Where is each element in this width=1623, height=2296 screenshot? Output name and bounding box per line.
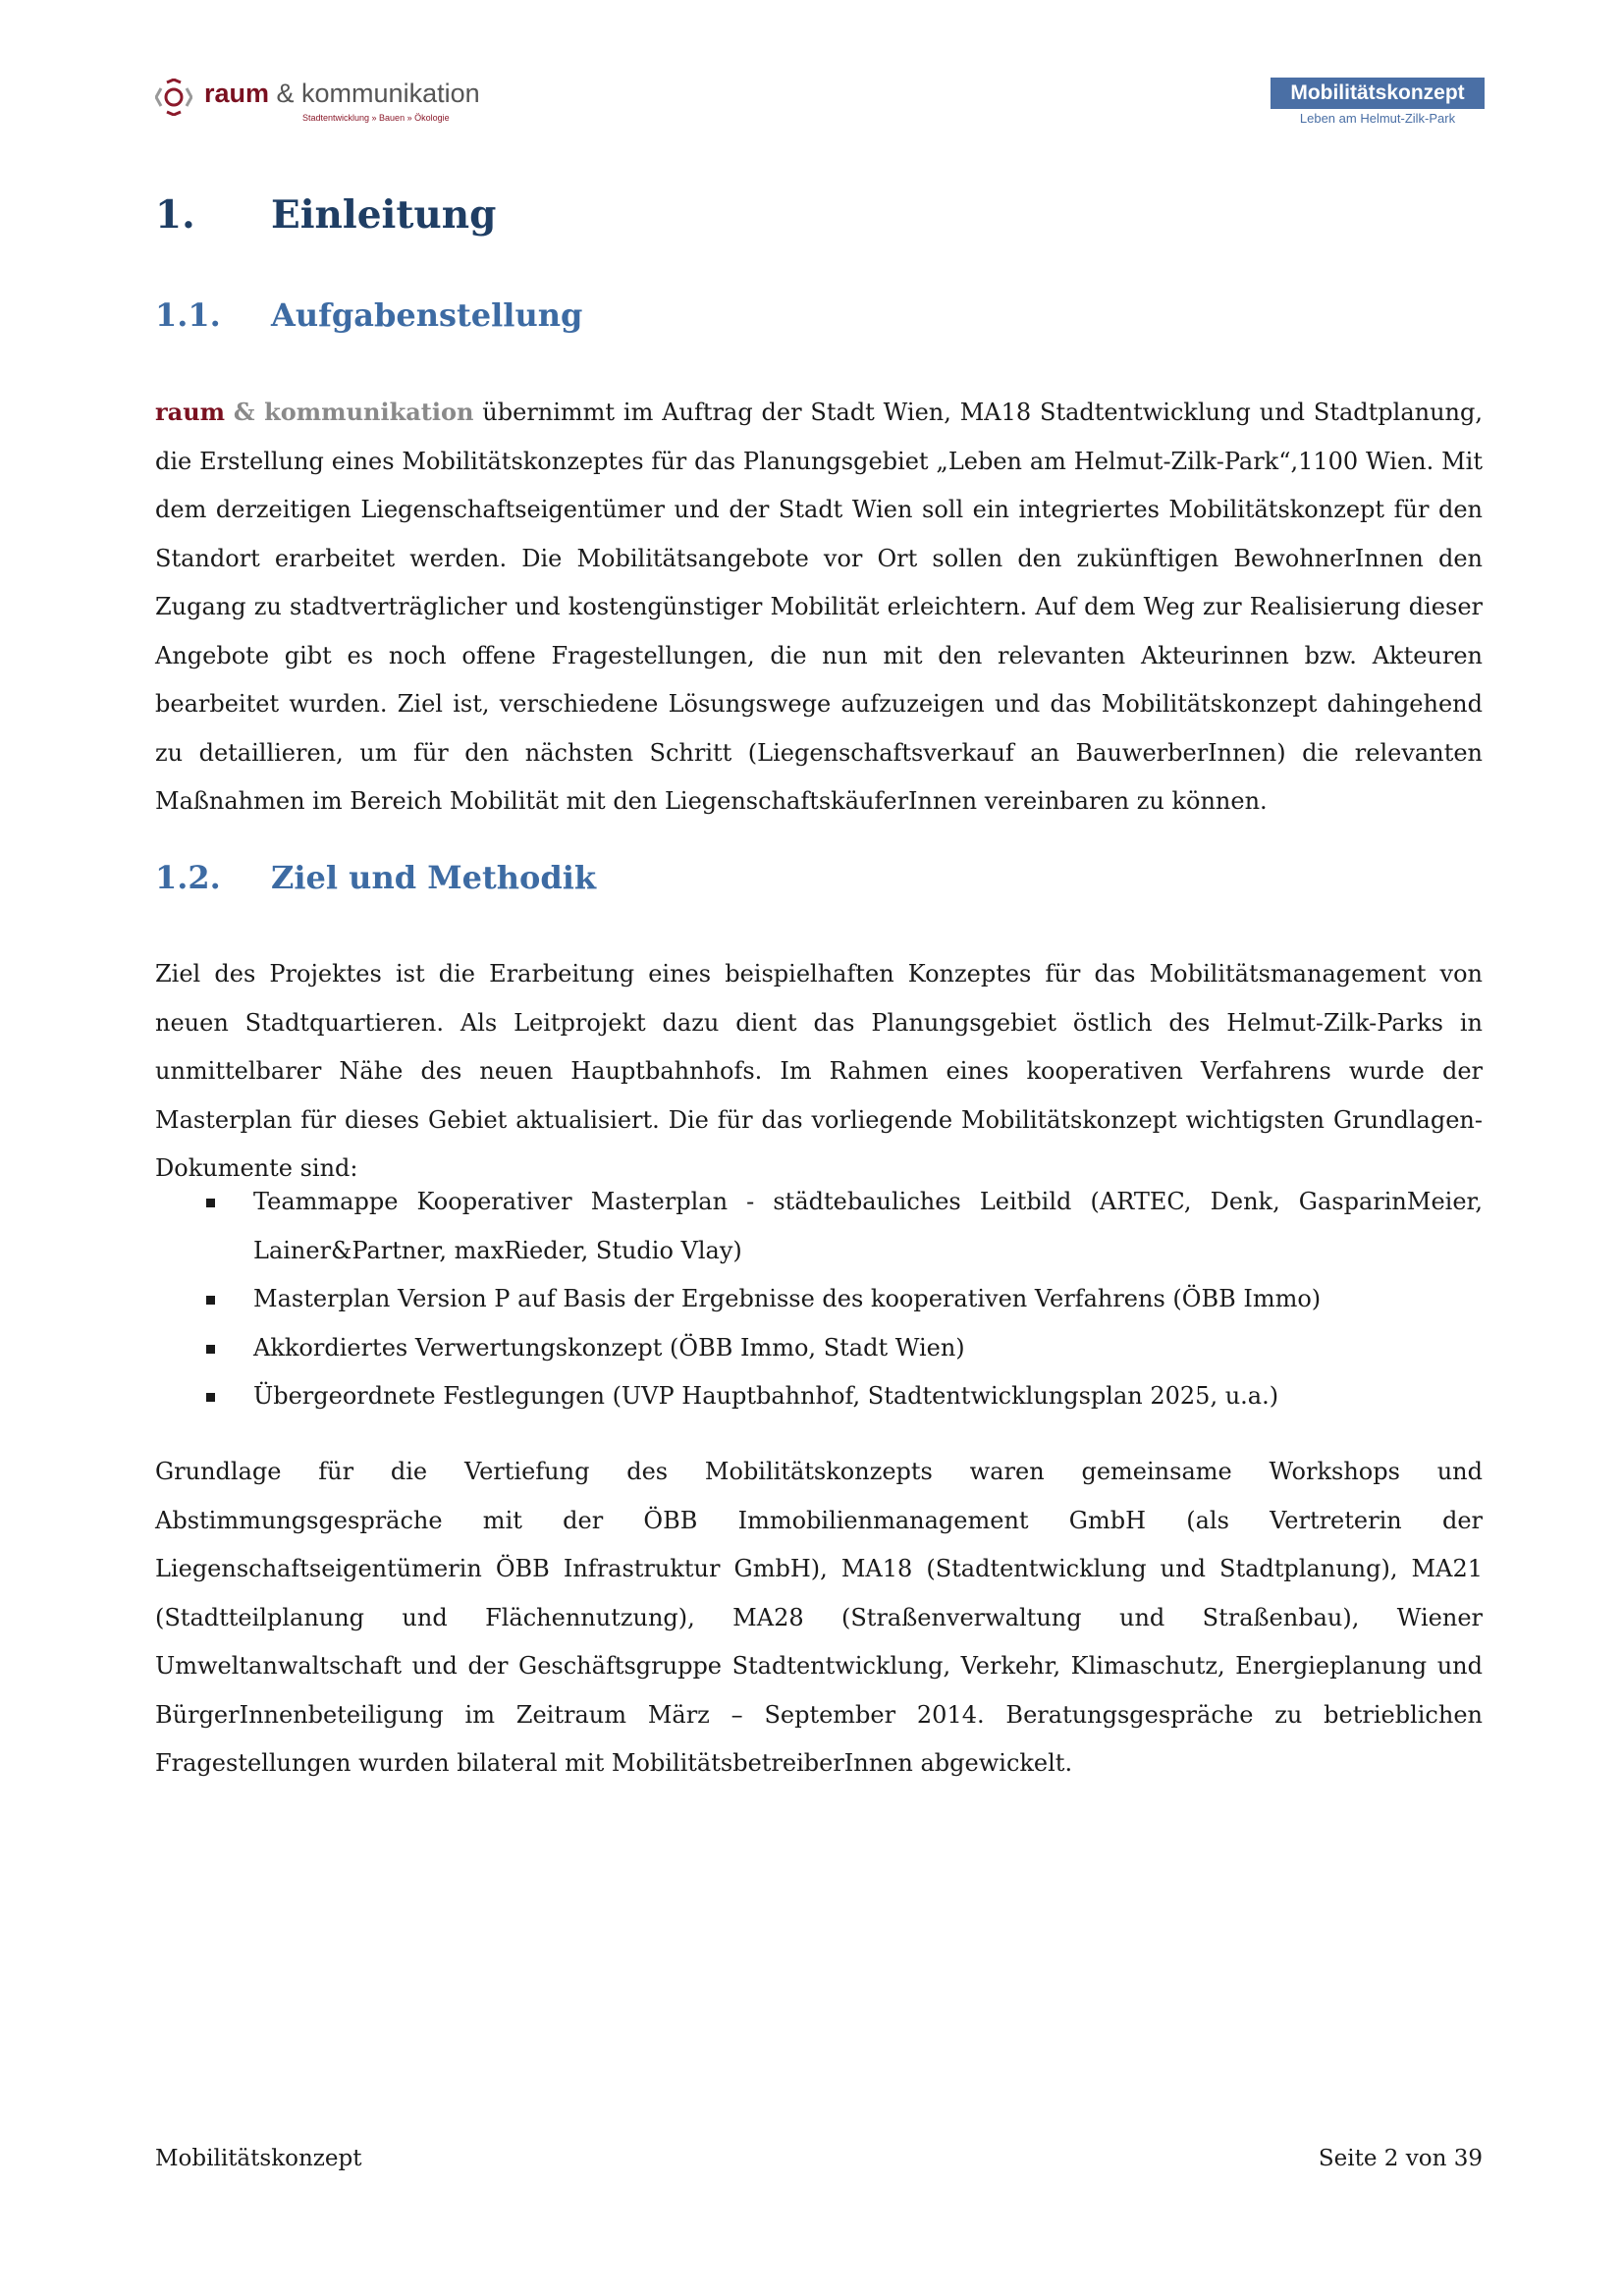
heading-title: Ziel und Methodik (271, 859, 597, 896)
bullet-icon (206, 1296, 215, 1305)
heading-einleitung (155, 192, 496, 238)
heading-title: Aufgabenstellung (271, 296, 583, 334)
list-item: Teammappe Kooperativer Masterplan - städtebauliches Leitbild (ARTEC, Denk, GasparinMeier, Lainer&Partner, maxRieder, Studio Vlay) (155, 1178, 1483, 1275)
footer-page-number: Seite 2 von 39 (1318, 2146, 1483, 2171)
brand-raum: raum (155, 398, 226, 426)
list-item: Übergeordnete Festlegungen (UVP Hauptbahnhof, Stadtentwicklungsplan 2025, u.a.) (155, 1372, 1483, 1421)
heading-ziel-und-methodik (155, 859, 596, 896)
bullet-icon (206, 1345, 215, 1354)
heading-number: 1.1. (155, 296, 221, 334)
bullet-icon (206, 1393, 215, 1402)
list-item: Akkordiertes Verwertungskonzept (ÖBB Immo, Stadt Wien) (155, 1324, 1483, 1373)
footer-document-title: Mobilitätskonzept (155, 2146, 362, 2171)
heading-title: Einleitung (271, 192, 497, 238)
company-logo (155, 77, 509, 128)
brand-kommunikation: & kommunikation (233, 398, 474, 426)
project-badge-title: Mobilitätskonzept (1271, 78, 1485, 109)
paragraph-aufgabenstellung: raum & kommunikation übernimmt im Auftrag der Stadt Wien, MA18 Stadtentwicklung und Stadtplanung, die Erstellung eines Mobilitätskonzeptes für das Planungsgebiet „Leben am Helmut-Zilk-Park“,1100 Wien. Mit dem derzeitigen Liegenschaftseigentümer und der Stadt Wien soll ein integriertes Mobilitätskonzept für den Standort erarbeitet werden. Die Mobilitätsangebote vor Ort sollen den zukünftigen BewohnerInnen den Zugang zu stadtverträglicher und kostengünstiger Mobilität erleichtern. Auf dem Weg zur Realisierung dieser Angebote gibt es noch offene Fragestellungen, die nun mit den relevanten Akteurinnen bzw. Akteuren bearbeitet wurden. Ziel ist, verschiedene Lösungswege aufzuzeigen und das Mobilitätskonzept dahingehend zu detaillieren, um für den nächsten Schritt (Liegenschaftsverkauf an BauwerberInnen) die relevanten Maßnahmen im Bereich Mobilität mit den LiegenschaftskäuferInnen vereinbaren zu können. (155, 398, 1483, 815)
project-badge (1271, 78, 1485, 129)
paragraph-ziel-intro: Ziel des Projektes ist die Erarbeitung eines beispielhaften Konzeptes für das Mobilitätsmanagement von neuen Stadtquartieren. Als Leitprojekt dazu dient das Planungsgebiet östlich des Helmut-Zilk-Parks in unmittelbarer Nähe des neuen Hauptbahnhofs. Im Rahmen eines kooperativen Verfahrens wurde der Masterplan für dieses Gebiet aktualisiert. Die für das vorliegende Mobilitätskonzept wichtigsten Grundlagen-Dokumente sind: (155, 960, 1483, 1182)
heading-aufgabenstellung (155, 296, 582, 334)
heading-number: 1.2. (155, 859, 221, 896)
logo-tagline: Stadtentwicklung » Bauen » Ökologie (302, 113, 450, 123)
project-badge-subtitle: Leben am Helmut-Zilk-Park (1299, 111, 1456, 126)
logo-wordmark: raum & kommunikation (204, 79, 480, 108)
paragraph-grundlage: Grundlage für die Vertiefung des Mobilitätskonzepts waren gemeinsame Workshops und Abstimmungsgespräche mit der ÖBB Immobilienmanagement GmbH (als Vertreterin der Liegenschaftseigentümerin ÖBB Infrastruktur GmbH), MA18 (Stadtentwicklung und Stadtplanung), MA21 (Stadtteilplanung und Flächennutzung), MA28 (Straßenverwaltung und Straßenbau), Wiener Umweltanwaltschaft und der Geschäftsgruppe Stadtentwicklung, Verkehr, Klimaschutz, Energieplanung und BürgerInnenbeteiligung im Zeitraum März – September 2014. Beratungsgespräche zu betrieblichen Fragestellungen wurden bilateral mit MobilitätsbetreiberInnen abgewickelt. (155, 1458, 1483, 1777)
heading-number: 1. (155, 192, 195, 238)
grundlagen-list (155, 1178, 1483, 1421)
bullet-icon (206, 1199, 215, 1207)
logo-symbol-icon (155, 79, 192, 116)
list-item: Masterplan Version P auf Basis der Ergebnisse des kooperativen Verfahrens (ÖBB Immo) (155, 1275, 1483, 1324)
